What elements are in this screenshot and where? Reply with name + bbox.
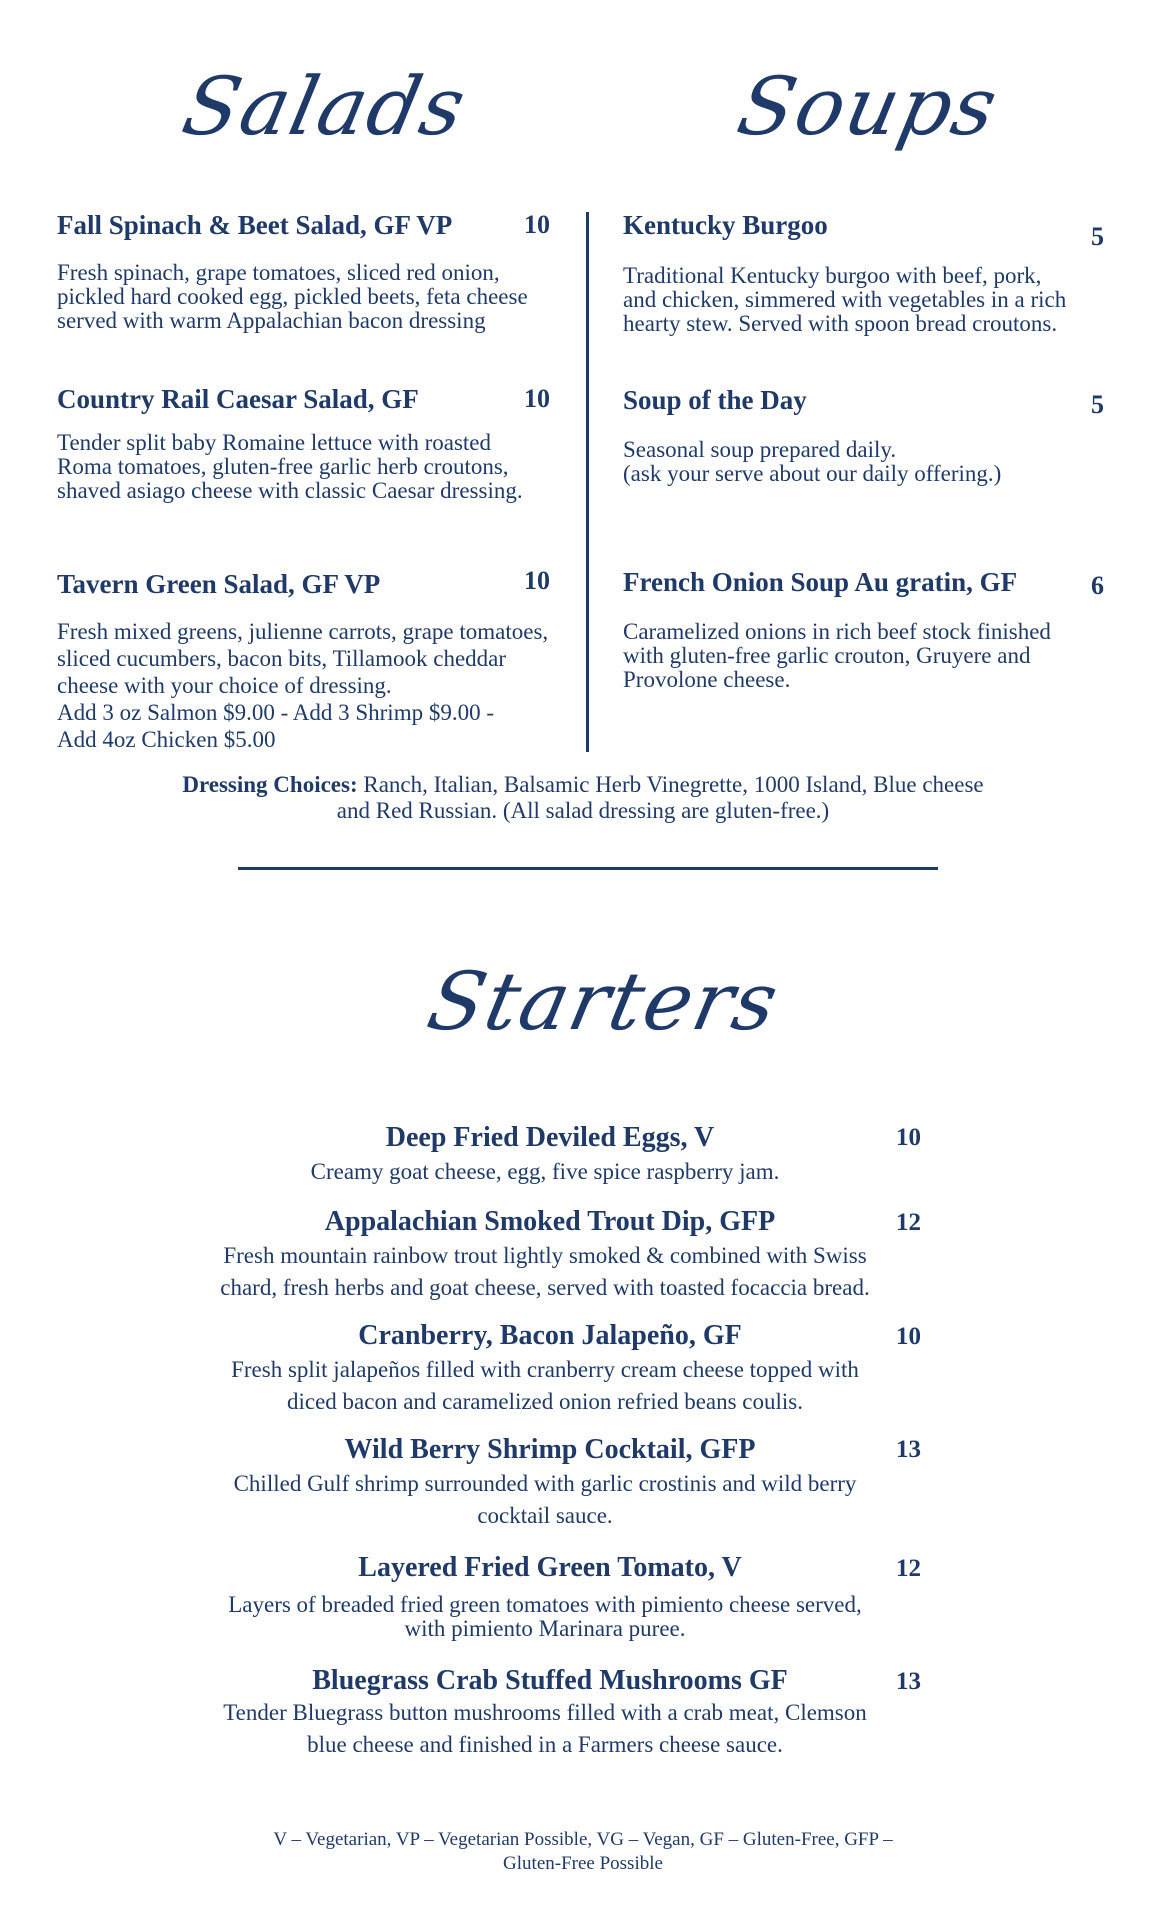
starter-name: Bluegrass Crab Stuffed Mushrooms GF — [312, 1665, 788, 1696]
starter-price: 12 — [896, 1209, 921, 1236]
starter-description: Layers of breaded fried green tomatoes with pimiento cheese served, with pimiento Marinara puree. — [228, 1592, 862, 1641]
starter-name: Wild Berry Shrimp Cocktail, GFP — [344, 1434, 756, 1465]
soup-price: 5 — [1091, 390, 1104, 419]
starter-description: Fresh split jalapeños filled with cranberry cream cheese topped with diced bacon and caramelized onion refried beans coulis. — [231, 1357, 859, 1414]
soup-name: French Onion Soup Au gratin, GF — [623, 567, 1018, 597]
starter-name: Appalachian Smoked Trout Dip, GFP — [324, 1206, 776, 1237]
salad-description: Fresh mixed greens, julienne carrots, grape tomatoes, sliced cucumbers, bacon bits, Tillamook cheddar cheese with your choice of dressing. Add 3 oz Salmon $9.00 - Add 3 Shrimp $9.00 - Add 4oz Chicken $5.00 — [57, 619, 549, 752]
starter-name: Cranberry, Bacon Jalapeño, GF — [358, 1320, 742, 1351]
starter-description: Tender Bluegrass button mushrooms filled with a crab meat, Clemson blue cheese and finished in a Farmers cheese sauce. — [223, 1700, 867, 1757]
soup-price: 5 — [1091, 222, 1104, 251]
salad-price: 10 — [524, 384, 550, 413]
starter-price: 13 — [896, 1668, 921, 1695]
starter-description: Chilled Gulf shrimp surrounded with garlic crostinis and wild berry cocktail sauce. — [233, 1471, 857, 1528]
salad-description: Tender split baby Romaine lettuce with roasted Roma tomatoes, gluten-free garlic herb croutons, shaved asiago cheese with classic Caesar dressing. — [57, 430, 523, 503]
starter-price: 10 — [896, 1124, 921, 1151]
soup-name: Soup of the Day — [623, 385, 807, 415]
section-divider — [238, 867, 938, 870]
soup-price: 6 — [1091, 571, 1104, 600]
dressing-options: Ranch, Italian, Balsamic Herb Vinegrette, 1000 Island, Blue cheese — [357, 772, 984, 797]
salad-name: Fall Spinach & Beet Salad, GF VP — [57, 210, 453, 240]
soup-description: Seasonal soup prepared daily. (ask your serve about our daily offering.) — [623, 437, 1002, 486]
soup-description: Caramelized onions in rich beef stock finished with gluten-free garlic crouton, Gruyere and Provolone cheese. — [623, 619, 1051, 692]
starter-name: Deep Fried Deviled Eggs, V — [385, 1122, 715, 1153]
salads-heading: Salads — [175, 60, 475, 153]
dressing-note: and Red Russian. (All salad dressing are gluten-free.) — [336, 798, 830, 823]
starter-price: 10 — [896, 1323, 921, 1350]
starters-heading: Starters — [420, 955, 788, 1048]
starter-description: Fresh mountain rainbow trout lightly smoked & combined with Swiss chard, fresh herbs and goat cheese, served with toasted focaccia bread. — [220, 1243, 870, 1300]
dressing-label: Dressing Choices: — [182, 772, 358, 797]
starter-price: 13 — [896, 1436, 921, 1463]
dressing-choices — [100, 772, 1066, 824]
soup-description: Traditional Kentucky burgoo with beef, pork, and chicken, simmered with vegetables in a rich hearty stew. Served with spoon bread croutons. — [623, 263, 1067, 336]
salad-description: Fresh spinach, grape tomatoes, sliced red onion, pickled hard cooked egg, pickled beets, feta cheese served with warm Appalachian bacon dressing — [57, 260, 528, 333]
soup-name: Kentucky Burgoo — [623, 210, 828, 240]
salad-price: 10 — [524, 566, 550, 595]
starter-name: Layered Fried Green Tomato, V — [358, 1552, 742, 1583]
soups-heading: Soups — [730, 60, 1007, 153]
salad-price: 10 — [524, 210, 550, 239]
dietary-legend: V – Vegetarian, VP – Vegetarian Possible, VG – Vegan, GF – Gluten-Free, GFP – Gluten-Free Possible — [273, 1829, 893, 1874]
salad-name: Tavern Green Salad, GF VP — [57, 569, 381, 599]
salad-name: Country Rail Caesar Salad, GF — [57, 384, 419, 414]
starter-price: 12 — [896, 1555, 921, 1582]
starter-description: Creamy goat cheese, egg, five spice raspberry jam. — [310, 1159, 780, 1184]
